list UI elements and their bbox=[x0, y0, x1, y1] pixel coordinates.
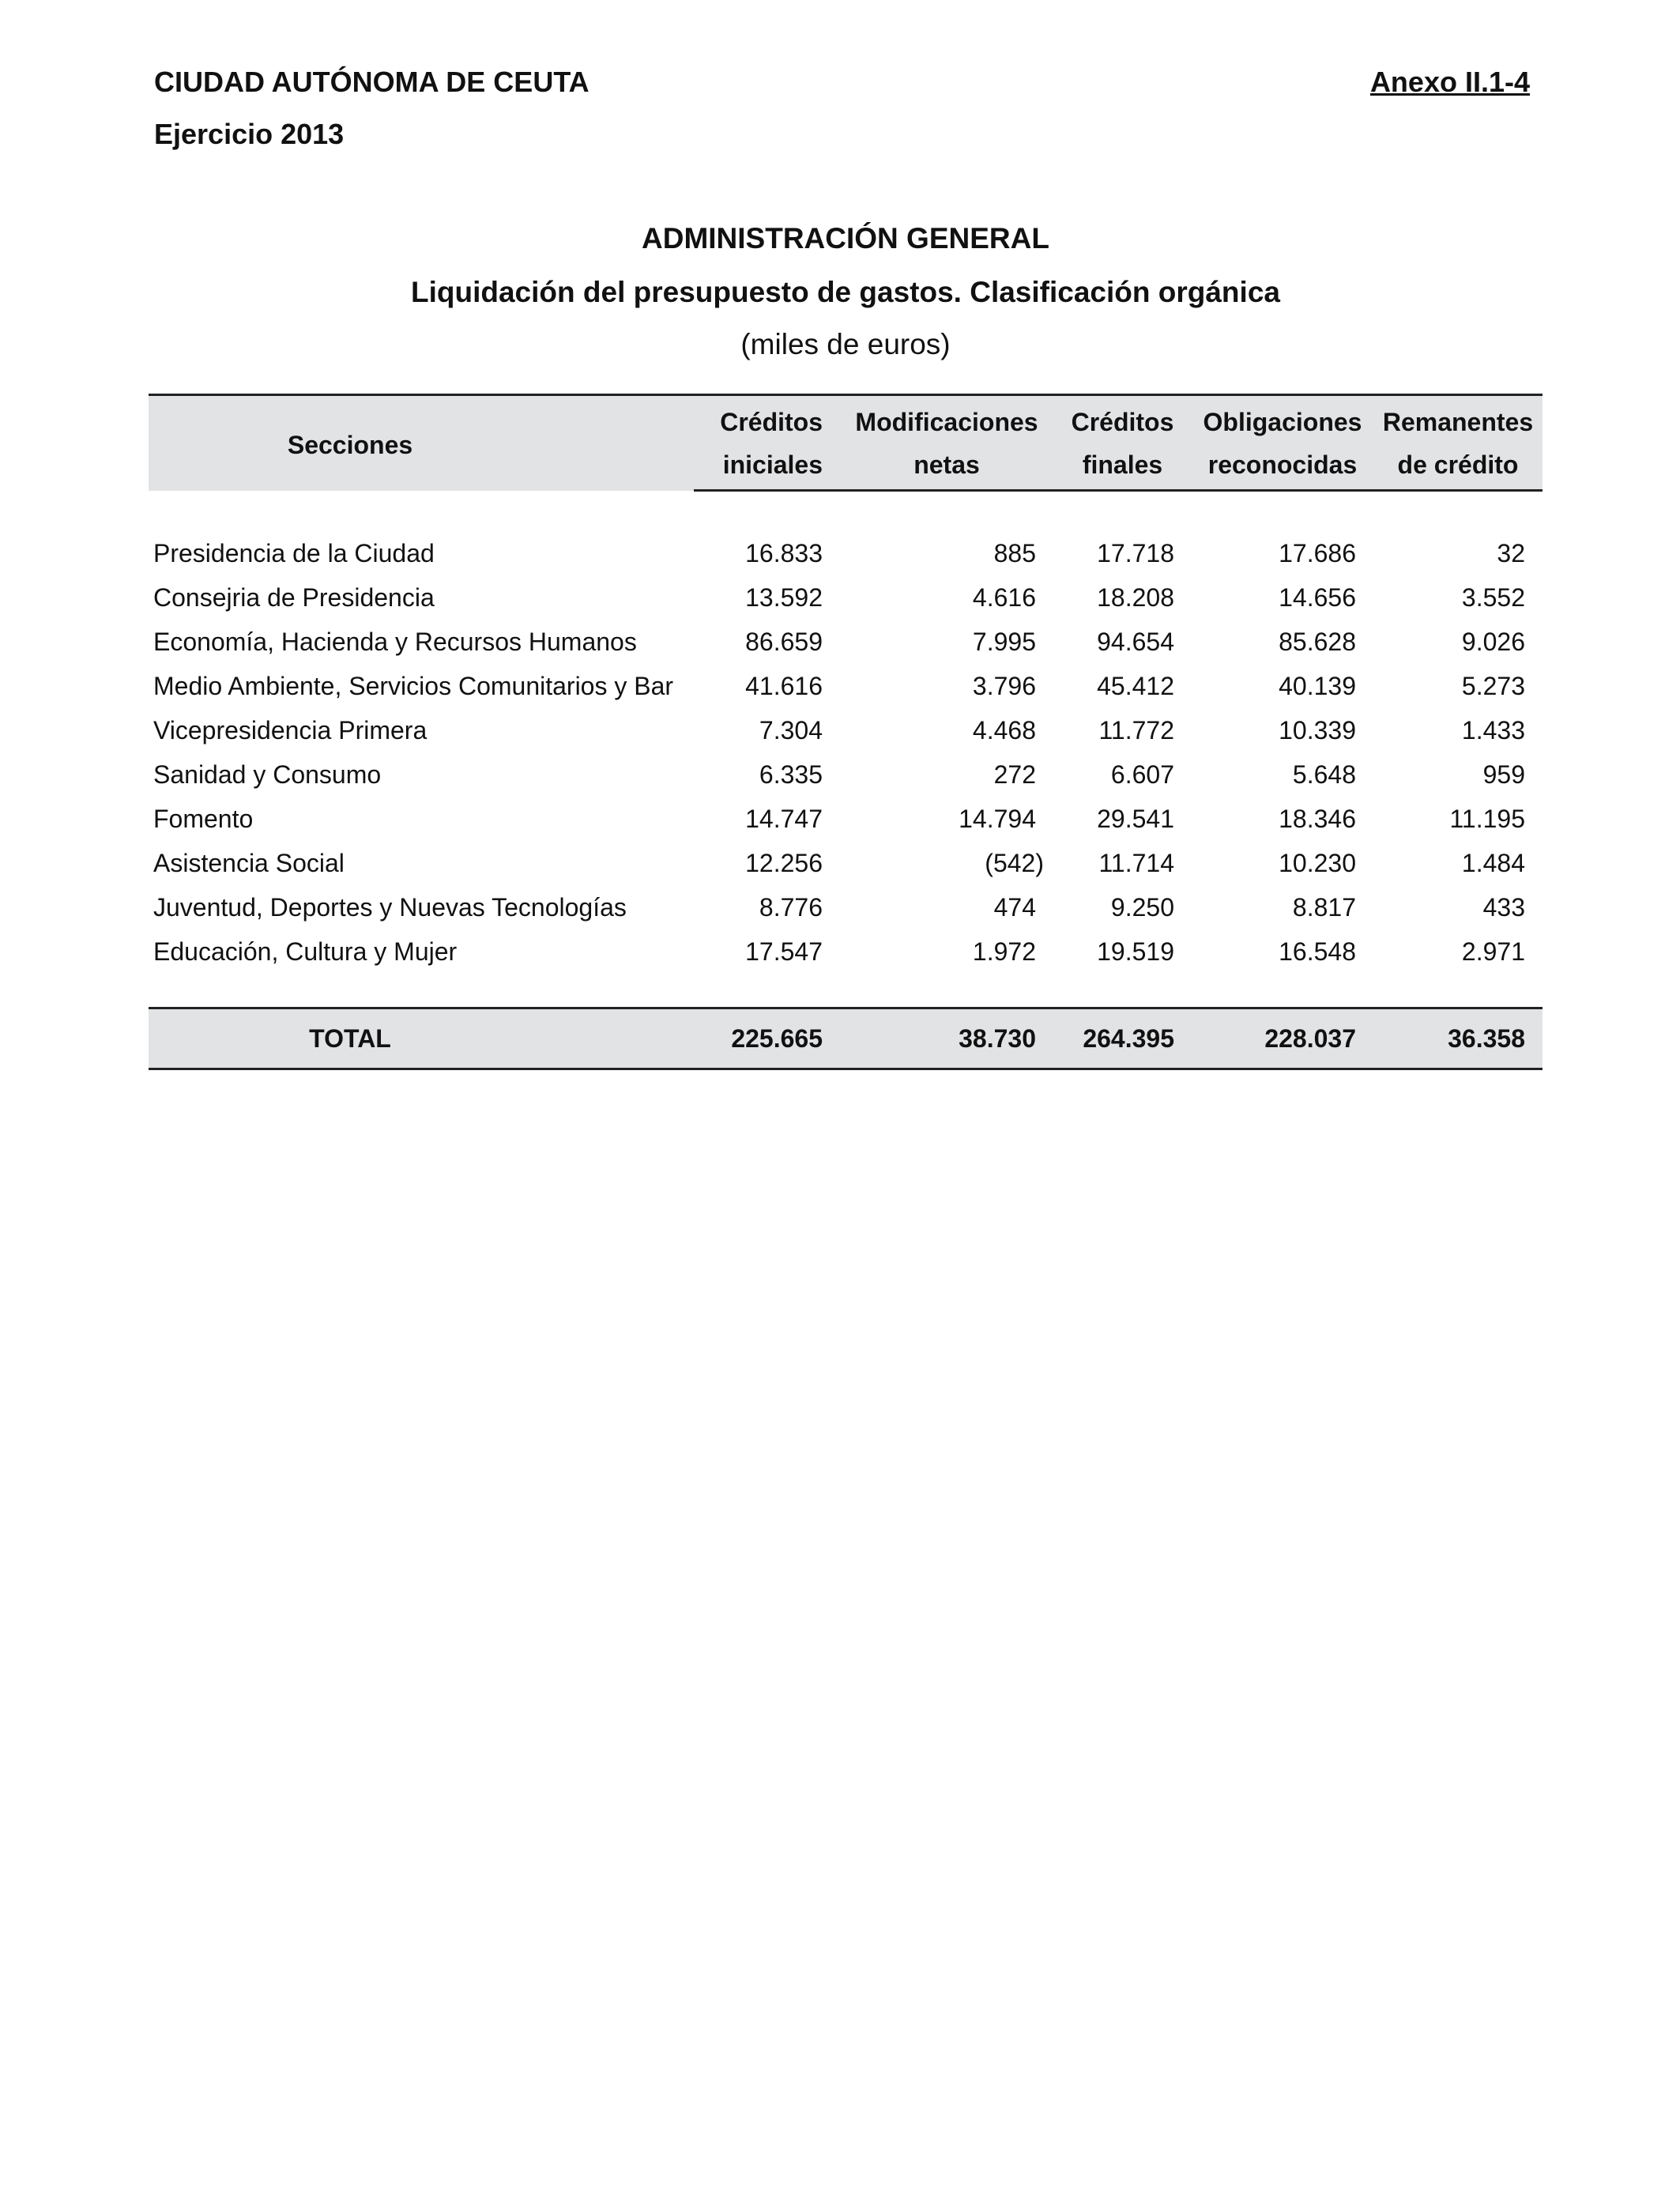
cell-creditos-finales: 11.772 bbox=[1098, 715, 1174, 745]
section-name: Presidencia de la Ciudad bbox=[153, 538, 435, 567]
total-modificaciones-netas: 38.730 bbox=[840, 1008, 1053, 1069]
table-row bbox=[149, 531, 1543, 575]
cell-modificaciones-netas: 272 bbox=[993, 760, 1036, 789]
total-row bbox=[149, 1008, 1543, 1069]
cell-remanentes-credito: 32 bbox=[1497, 538, 1525, 567]
cell-modificaciones-netas: 1.972 bbox=[972, 937, 1036, 966]
cell-creditos-finales: 17.718 bbox=[1097, 538, 1174, 567]
cell-modificaciones-netas: 474 bbox=[993, 892, 1036, 922]
total-label: TOTAL bbox=[149, 1008, 694, 1069]
cell-remanentes-credito: 3.552 bbox=[1461, 582, 1525, 612]
cell-creditos-iniciales: 17.547 bbox=[745, 937, 823, 966]
cell-remanentes-credito: 433 bbox=[1482, 892, 1525, 922]
column-header-obligaciones-reconocidas: Obligaciones bbox=[1192, 395, 1373, 444]
table-row bbox=[149, 664, 1543, 708]
cell-obligaciones-reconocidas: 10.339 bbox=[1279, 715, 1356, 745]
cell-obligaciones-reconocidas: 5.648 bbox=[1292, 760, 1356, 789]
cell-obligaciones-reconocidas: 8.817 bbox=[1292, 892, 1356, 922]
section-name: Economía, Hacienda y Recursos Humanos bbox=[153, 627, 637, 656]
table-header bbox=[149, 395, 1543, 491]
cell-obligaciones-reconocidas: 17.686 bbox=[1279, 538, 1356, 567]
total-remanentes-credito: 36.358 bbox=[1373, 1008, 1543, 1069]
section-name: Consejria de Presidencia bbox=[153, 582, 435, 612]
cell-creditos-finales: 94.654 bbox=[1097, 627, 1174, 656]
cell-remanentes-credito: 1.433 bbox=[1461, 715, 1525, 745]
total-creditos-iniciales: 225.665 bbox=[694, 1008, 840, 1069]
cell-modificaciones-netas: 7.995 bbox=[972, 627, 1036, 656]
column-header-creditos-finales: Créditos bbox=[1053, 395, 1192, 444]
cell-creditos-iniciales: 8.776 bbox=[759, 892, 823, 922]
cell-creditos-finales: 9.250 bbox=[1110, 892, 1174, 922]
section-name: Juventud, Deportes y Nuevas Tecnologías bbox=[153, 892, 627, 922]
cell-obligaciones-reconocidas: 40.139 bbox=[1279, 671, 1356, 700]
cell-creditos-finales: 6.607 bbox=[1110, 760, 1174, 789]
cell-modificaciones-netas: 4.616 bbox=[972, 582, 1036, 612]
table-row bbox=[149, 620, 1543, 664]
cell-creditos-finales: 11.714 bbox=[1098, 848, 1174, 877]
column-header-modificaciones-netas: Modificaciones bbox=[840, 395, 1053, 444]
table-row bbox=[149, 797, 1543, 841]
section-name: Asistencia Social bbox=[153, 848, 345, 877]
total-obligaciones-reconocidas: 228.037 bbox=[1192, 1008, 1373, 1069]
cell-obligaciones-reconocidas: 16.548 bbox=[1279, 937, 1356, 966]
column-header-modificaciones-netas-line2: netas bbox=[840, 443, 1053, 491]
cell-remanentes-credito: 2.971 bbox=[1461, 937, 1525, 966]
total-creditos-finales: 264.395 bbox=[1053, 1008, 1192, 1069]
cell-creditos-iniciales: 86.659 bbox=[745, 627, 823, 656]
annex-reference: Anexo II.1-4 bbox=[1369, 66, 1530, 98]
section-name: Educación, Cultura y Mujer bbox=[153, 937, 458, 966]
report-subtitle: Liquidación del presupuesto de gastos. Clasificación orgánica bbox=[411, 276, 1280, 308]
column-header-creditos-iniciales-line2: iniciales bbox=[694, 443, 840, 491]
cell-creditos-iniciales: 6.335 bbox=[759, 760, 823, 789]
cell-creditos-iniciales: 12.256 bbox=[745, 848, 823, 877]
cell-creditos-iniciales: 16.833 bbox=[745, 538, 823, 567]
column-header-obligaciones-reconocidas-line2: reconocidas bbox=[1192, 443, 1373, 491]
cell-creditos-finales: 45.412 bbox=[1097, 671, 1174, 700]
cell-modificaciones-netas: 885 bbox=[993, 538, 1036, 567]
document-header bbox=[154, 63, 590, 168]
cell-obligaciones-reconocidas: 10.230 bbox=[1279, 848, 1356, 877]
cell-obligaciones-reconocidas: 18.346 bbox=[1279, 804, 1356, 833]
column-header-creditos-iniciales: Créditos bbox=[694, 395, 840, 444]
cell-modificaciones-netas: 14.794 bbox=[959, 804, 1036, 833]
cell-modificaciones-netas: (542) bbox=[985, 848, 1044, 877]
table-row bbox=[149, 841, 1543, 885]
column-header-secciones: Secciones bbox=[149, 395, 694, 491]
cell-creditos-iniciales: 7.304 bbox=[759, 715, 823, 745]
units-note: (miles de euros) bbox=[740, 328, 951, 360]
cell-remanentes-credito: 11.195 bbox=[1449, 804, 1525, 833]
cell-creditos-finales: 29.541 bbox=[1097, 804, 1174, 833]
table-row bbox=[149, 752, 1543, 797]
cell-modificaciones-netas: 3.796 bbox=[972, 671, 1036, 700]
cell-remanentes-credito: 959 bbox=[1482, 760, 1525, 789]
table-row bbox=[149, 929, 1543, 974]
column-header-remanentes-credito: Remanentes bbox=[1373, 395, 1543, 444]
table-row bbox=[149, 885, 1543, 929]
column-header-remanentes-credito-line2: de crédito bbox=[1373, 443, 1543, 491]
cell-creditos-finales: 19.519 bbox=[1097, 937, 1174, 966]
cell-remanentes-credito: 9.026 bbox=[1461, 627, 1525, 656]
cell-remanentes-credito: 5.273 bbox=[1461, 671, 1525, 700]
fiscal-year: Ejercicio 2013 bbox=[154, 118, 345, 150]
section-name: Medio Ambiente, Servicios Comunitarios y Bar bbox=[153, 671, 674, 700]
column-header-creditos-finales-line2: finales bbox=[1053, 443, 1192, 491]
cell-obligaciones-reconocidas: 14.656 bbox=[1279, 582, 1356, 612]
cell-creditos-iniciales: 13.592 bbox=[745, 582, 823, 612]
table-row bbox=[149, 575, 1543, 620]
budget-table bbox=[149, 394, 1543, 1070]
section-name: Sanidad y Consumo bbox=[153, 760, 382, 789]
table-row bbox=[149, 708, 1543, 752]
cell-obligaciones-reconocidas: 85.628 bbox=[1279, 627, 1356, 656]
cell-remanentes-credito: 1.484 bbox=[1461, 848, 1525, 877]
entity-name: CIUDAD AUTÓNOMA DE CEUTA bbox=[154, 66, 590, 98]
table-footer bbox=[149, 1008, 1543, 1069]
cell-creditos-iniciales: 14.747 bbox=[745, 804, 823, 833]
section-name: Fomento bbox=[153, 804, 254, 833]
cell-creditos-iniciales: 41.616 bbox=[745, 671, 823, 700]
cell-modificaciones-netas: 4.468 bbox=[972, 715, 1036, 745]
section-name: Vicepresidencia Primera bbox=[153, 715, 428, 745]
report-title: ADMINISTRACIÓN GENERAL bbox=[642, 222, 1049, 254]
report-titles bbox=[0, 220, 1680, 364]
cell-creditos-finales: 18.208 bbox=[1097, 582, 1174, 612]
table-body bbox=[149, 491, 1543, 1008]
